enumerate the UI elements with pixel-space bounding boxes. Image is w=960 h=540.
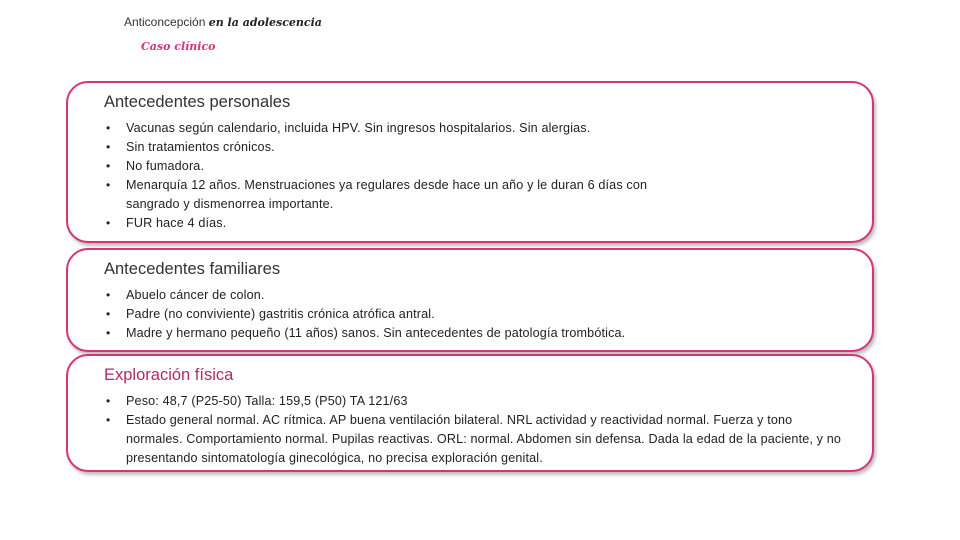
section-antecedentes-personales: [66, 81, 874, 243]
list-item-text: FUR hace 4 días.: [126, 216, 227, 230]
bullet-list: [104, 392, 850, 468]
list-item: [104, 119, 850, 138]
bullet-icon: •: [106, 307, 111, 321]
header-title-italic: en la adolescencia: [208, 16, 322, 29]
bullet-icon: •: [106, 121, 111, 135]
list-item: [104, 176, 850, 214]
slide-header: [124, 15, 322, 29]
bullet-list: [104, 286, 850, 343]
header-title-plain: Anticoncepción: [124, 15, 206, 29]
section-exploracion-fisica: [66, 354, 874, 472]
section-antecedentes-familiares: [66, 248, 874, 352]
list-item: [104, 324, 850, 343]
slide-subtitle: Caso clínico: [141, 40, 216, 53]
list-item-text: Estado general normal. AC rítmica. AP buena ventilación bilateral. NRL actividad y reactividad normal. Fuerza y tono normales. Comportamiento normal. Pupilas reactivas. ORL: normal. Abdomen sin defensa. Dada la edad de la paciente, y no presentando sintomatología ginecológica, no precisa exploración genital.: [126, 413, 842, 465]
list-item-text: Padre (no conviviente) gastritis crónica atrófica antral.: [126, 307, 435, 321]
bullet-icon: •: [106, 159, 111, 173]
section-title: Exploración física: [104, 366, 234, 384]
bullet-icon: •: [106, 140, 111, 154]
bullet-icon: •: [106, 394, 111, 408]
list-item-text: Sin tratamientos crónicos.: [126, 140, 275, 154]
bullet-icon: •: [106, 413, 111, 427]
bullet-icon: •: [106, 326, 111, 340]
bullet-icon: •: [106, 288, 111, 302]
list-item-text: Menarquía 12 años. Menstruaciones ya regulares desde hace un año y le duran 6 días con sangrado y dismenorrea importante.: [126, 178, 648, 211]
bullet-icon: •: [106, 216, 111, 230]
list-item: [104, 214, 850, 233]
bullet-icon: •: [106, 178, 111, 192]
list-item: [104, 392, 850, 411]
list-item-text: Abuelo cáncer de colon.: [126, 288, 265, 302]
list-item: [104, 411, 850, 468]
list-item: [104, 305, 850, 324]
list-item-text: Madre y hermano pequeño (11 años) sanos. Sin antecedentes de patología trombótica.: [126, 326, 626, 340]
list-item: [104, 157, 850, 176]
list-item: [104, 138, 850, 157]
bullet-list: [104, 119, 850, 233]
section-title: Antecedentes familiares: [104, 260, 281, 278]
list-item-text: No fumadora.: [126, 159, 205, 173]
list-item-text: Vacunas según calendario, incluida HPV. Sin ingresos hospitalarios. Sin alergias.: [126, 121, 591, 135]
list-item: [104, 286, 850, 305]
section-title: Antecedentes personales: [104, 93, 291, 111]
list-item-text: Peso: 48,7 (P25-50) Talla: 159,5 (P50) TA 121/63: [126, 394, 408, 408]
